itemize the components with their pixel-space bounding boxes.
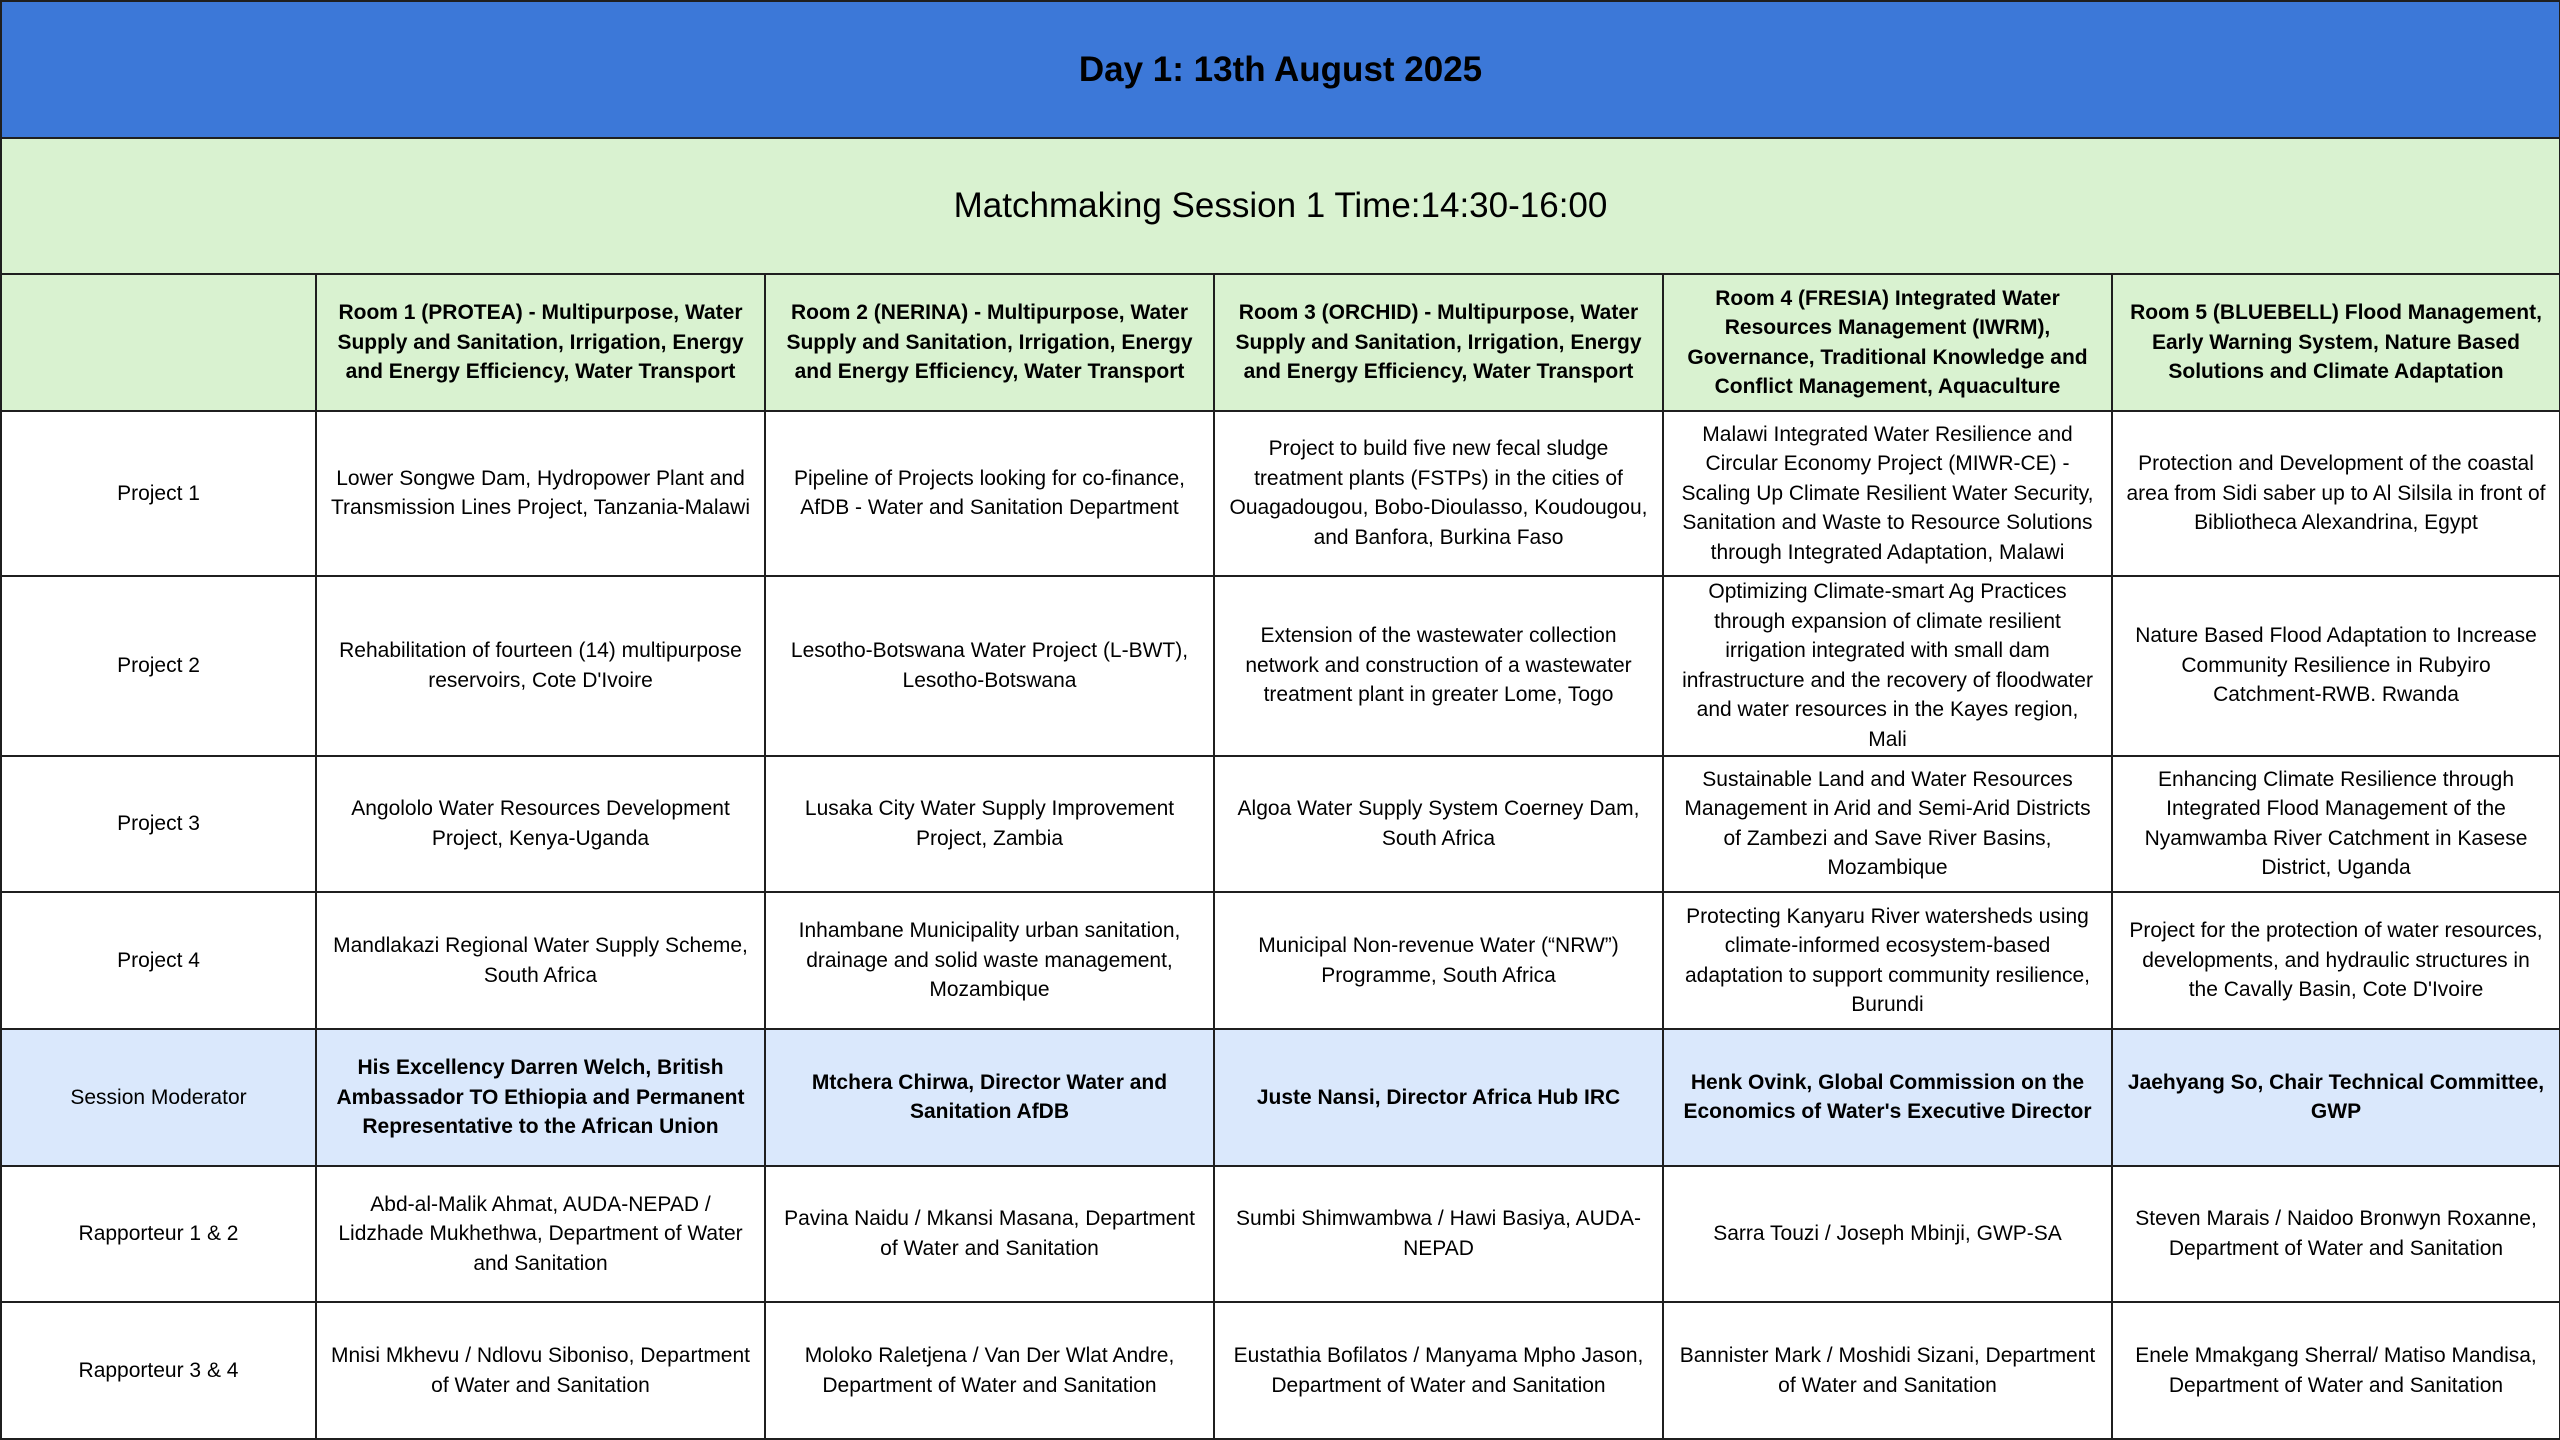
project-cell: Sustainable Land and Water Resources Management in Arid and Semi-Arid Districts of Zambezi and Save River Basins, Mozambique — [1663, 756, 2112, 893]
project-cell: Protection and Development of the coastal area from Sidi saber up to Al Silsila in front of Bibliotheca Alexandrina, Egypt — [2112, 411, 2560, 576]
project-cell: Extension of the wastewater collection network and construction of a wastewater treatment plant in greater Lome, Togo — [1214, 576, 1663, 756]
room-header: Room 2 (NERINA) - Multipurpose, Water Supply and Sanitation, Irrigation, Energy and Energy Efficiency, Water Transport — [765, 274, 1214, 411]
moderator-cell: Mtchera Chirwa, Director Water and Sanitation AfDB — [765, 1029, 1214, 1166]
project-row — [1, 756, 2560, 893]
project-cell: Lower Songwe Dam, Hydropower Plant and Transmission Lines Project, Tanzania-Malawi — [316, 411, 765, 576]
rapporteur-cell: Bannister Mark / Moshidi Sizani, Department of Water and Sanitation — [1663, 1302, 2112, 1439]
rapporteur-cell: Moloko Raletjena / Van Der Wlat Andre, Department of Water and Sanitation — [765, 1302, 1214, 1439]
room-header: Room 5 (BLUEBELL) Flood Management, Early Warning System, Nature Based Solutions and Climate Adaptation — [2112, 274, 2560, 411]
project-cell: Algoa Water Supply System Coerney Dam, South Africa — [1214, 756, 1663, 893]
row-label: Project 1 — [1, 411, 316, 576]
project-cell: Malawi Integrated Water Resilience and Circular Economy Project (MIWR-CE) - Scaling Up Climate Resilient Water Security, Sanitation and Waste to Resource Solutions through Integrated Adaptation, Malawi — [1663, 411, 2112, 576]
day-header: Day 1: 13th August 2025 — [1, 1, 2560, 138]
project-cell: Rehabilitation of fourteen (14) multipurpose reservoirs, Cote D'Ivoire — [316, 576, 765, 756]
project-cell: Project to build five new fecal sludge treatment plants (FSTPs) in the cities of Ouagadougou, Bobo-Dioulasso, Koudougou, and Banfora, Burkina Faso — [1214, 411, 1663, 576]
project-cell: Municipal Non-revenue Water (“NRW”) Programme, South Africa — [1214, 892, 1663, 1029]
room-header-row — [1, 274, 2560, 411]
rapporteur-cell: Eustathia Bofilatos / Manyama Mpho Jason, Department of Water and Sanitation — [1214, 1302, 1663, 1439]
project-cell: Angololo Water Resources Development Project, Kenya-Uganda — [316, 756, 765, 893]
moderator-cell: Henk Ovink, Global Commission on the Economics of Water's Executive Director — [1663, 1029, 2112, 1166]
room-header: Room 4 (FRESIA) Integrated Water Resources Management (IWRM), Governance, Traditional Knowledge and Conflict Management, Aquaculture — [1663, 274, 2112, 411]
project-row — [1, 892, 2560, 1029]
rapporteur-cell: Steven Marais / Naidoo Bronwyn Roxanne, Department of Water and Sanitation — [2112, 1166, 2560, 1303]
rapporteur-cell: Sarra Touzi / Joseph Mbinji, GWP-SA — [1663, 1166, 2112, 1303]
project-cell: Mandlakazi Regional Water Supply Scheme, South Africa — [316, 892, 765, 1029]
rapporteur-cell: Pavina Naidu / Mkansi Masana, Department of Water and Sanitation — [765, 1166, 1214, 1303]
project-row — [1, 411, 2560, 576]
project-cell: Pipeline of Projects looking for co-finance, AfDB - Water and Sanitation Department — [765, 411, 1214, 576]
row-label: Rapporteur 1 & 2 — [1, 1166, 316, 1303]
rapporteur-cell: Abd-al-Malik Ahmat, AUDA-NEPAD / Lidzhade Mukhethwa, Department of Water and Sanitation — [316, 1166, 765, 1303]
rapporteur-row — [1, 1166, 2560, 1303]
project-cell: Lesotho-Botswana Water Project (L-BWT), Lesotho-Botswana — [765, 576, 1214, 756]
moderator-row — [1, 1029, 2560, 1166]
project-cell: Lusaka City Water Supply Improvement Project, Zambia — [765, 756, 1214, 893]
row-label: Project 2 — [1, 576, 316, 756]
moderator-cell: His Excellency Darren Welch, British Ambassador TO Ethiopia and Permanent Representative to the African Union — [316, 1029, 765, 1166]
session-title-row — [1, 138, 2560, 275]
rapporteur-cell: Sumbi Shimwambwa / Hawi Basiya, AUDA-NEPAD — [1214, 1166, 1663, 1303]
project-cell: Optimizing Climate-smart Ag Practices through expansion of climate resilient irrigation integrated with small dam infrastructure and the recovery of floodwater and water resources in the Kayes region, Mali — [1663, 576, 2112, 756]
room-header: Room 3 (ORCHID) - Multipurpose, Water Supply and Sanitation, Irrigation, Energy and Energy Efficiency, Water Transport — [1214, 274, 1663, 411]
moderator-cell: Jaehyang So, Chair Technical Committee, GWP — [2112, 1029, 2560, 1166]
project-cell: Nature Based Flood Adaptation to Increase Community Resilience in Rubyiro Catchment-RWB. Rwanda — [2112, 576, 2560, 756]
project-row — [1, 576, 2560, 756]
corner-cell — [1, 274, 316, 411]
row-label: Session Moderator — [1, 1029, 316, 1166]
session-title: Matchmaking Session 1 Time:14:30-16:00 — [1, 138, 2560, 275]
rapporteur-cell: Mnisi Mkhevu / Ndlovu Siboniso, Department of Water and Sanitation — [316, 1302, 765, 1439]
rapporteur-cell: Enele Mmakgang Sherral/ Matiso Mandisa, Department of Water and Sanitation — [2112, 1302, 2560, 1439]
moderator-cell: Juste Nansi, Director Africa Hub IRC — [1214, 1029, 1663, 1166]
project-cell: Project for the protection of water resources, developments, and hydraulic structures in the Cavally Basin, Cote D'Ivoire — [2112, 892, 2560, 1029]
project-cell: Inhambane Municipality urban sanitation, drainage and solid waste management, Mozambique — [765, 892, 1214, 1029]
project-cell: Protecting Kanyaru River watersheds using climate-informed ecosystem-based adaptation to support community resilience, Burundi — [1663, 892, 2112, 1029]
row-label: Project 3 — [1, 756, 316, 893]
day-header-row — [1, 1, 2560, 138]
row-label: Rapporteur 3 & 4 — [1, 1302, 316, 1439]
project-cell: Enhancing Climate Resilience through Integrated Flood Management of the Nyamwamba River Catchment in Kasese District, Uganda — [2112, 756, 2560, 893]
row-label: Project 4 — [1, 892, 316, 1029]
room-header: Room 1 (PROTEA) - Multipurpose, Water Supply and Sanitation, Irrigation, Energy and Energy Efficiency, Water Transport — [316, 274, 765, 411]
rapporteur-row — [1, 1302, 2560, 1439]
